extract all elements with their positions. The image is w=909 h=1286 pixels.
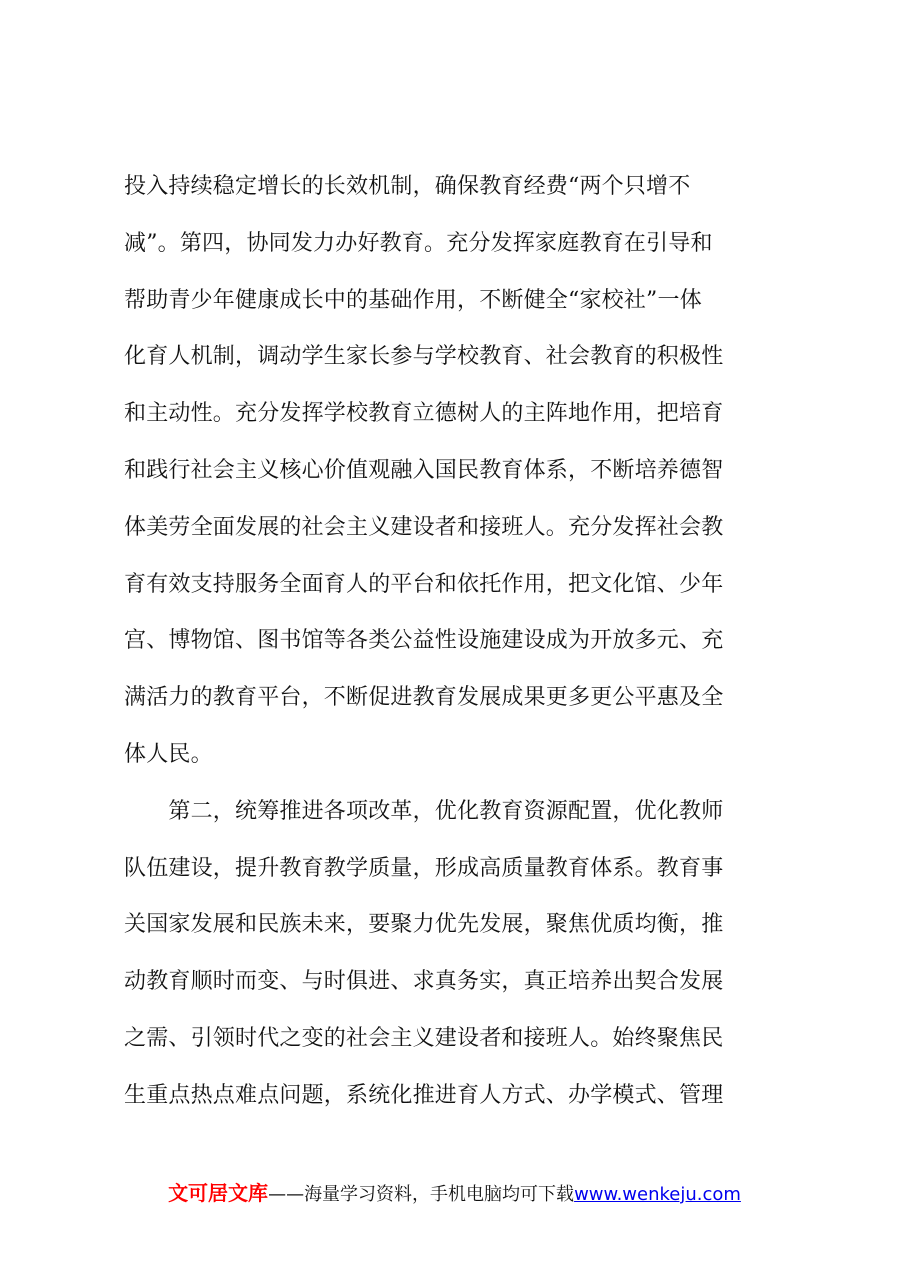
text-line: 宫、博物馆、图书馆等各类公益性设施建设成为开放多元、充: [124, 628, 724, 654]
text-line: 满活力的教育平台，不断促进教育发展成果更多更公平惠及全: [124, 685, 724, 711]
text-line: 第二，统筹推进各项改革，优化教育资源配置，优化教师: [124, 798, 724, 824]
text-line: 投入持续稳定增长的长效机制，确保教育经费“两个只增不: [124, 174, 691, 199]
text-line: 化育人机制，调动学生家长参与学校教育、社会教育的积极性: [124, 344, 724, 370]
page-footer: [0, 1180, 909, 1208]
text-line: 体美劳全面发展的社会主义建设者和接班人。充分发挥社会教: [124, 514, 724, 540]
text-line: 体人民。: [124, 741, 213, 767]
text-line: 和践行社会主义核心价值观融入国民教育体系，不断培养德智: [124, 457, 724, 483]
text-line: 生重点热点难点问题，系统化推进育人方式、办学模式、管理: [124, 1082, 724, 1108]
text-line: 之需、引领时代之变的社会主义建设者和接班人。始终聚焦民: [124, 1025, 724, 1051]
document-body: [124, 168, 784, 1134]
footer-brand: 文可居文库: [168, 1181, 269, 1205]
text-line: 育有效支持服务全面育人的平台和依托作用，把文化馆、少年: [124, 571, 724, 597]
footer-website-link[interactable]: www.wenkeju.com: [574, 1184, 741, 1205]
text-line: 关国家发展和民族未来，要聚力优先发展，聚焦优质均衡，推: [124, 912, 724, 938]
text-line: 动教育顺时而变、与时俱进、求真务实，真正培养出契合发展: [124, 969, 724, 995]
footer-tagline: ——海量学习资料，手机电脑均可下载: [268, 1184, 575, 1205]
text-line: 减”。第四，协同发力办好教育。充分发挥家庭教育在引导和: [124, 230, 713, 256]
text-line: 队伍建设，提升教育教学质量，形成高质量教育体系。教育事: [124, 855, 724, 881]
text-line: 帮助青少年健康成长中的基础作用，不断健全“家校社”一体: [124, 287, 702, 313]
text-line: 和主动性。充分发挥学校教育立德树人的主阵地作用，把培育: [124, 401, 724, 427]
